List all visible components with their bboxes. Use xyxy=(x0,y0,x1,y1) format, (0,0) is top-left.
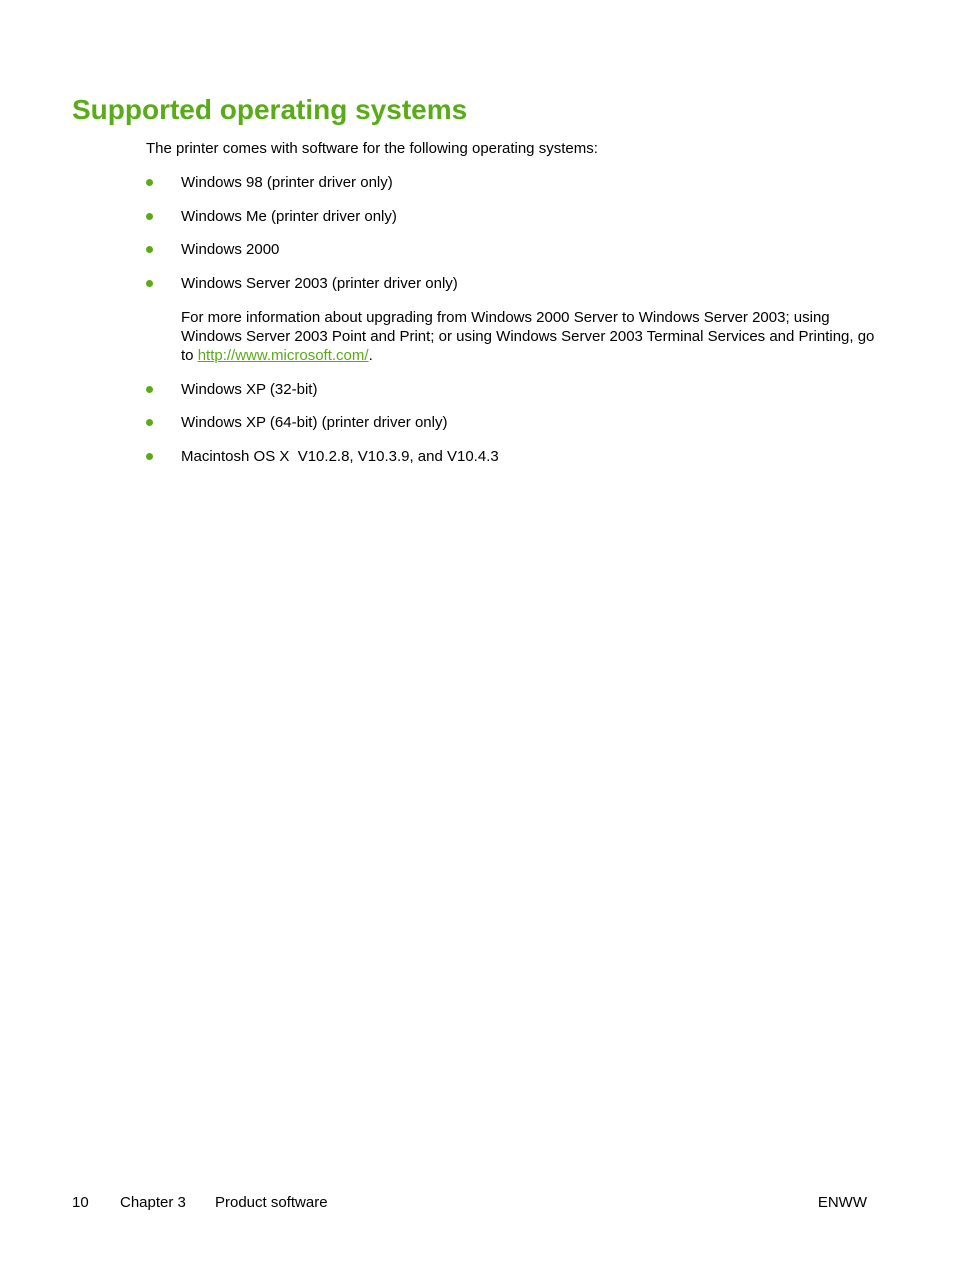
bullet-icon xyxy=(146,419,153,426)
microsoft-link[interactable]: http://www.microsoft.com/ xyxy=(197,347,369,365)
list-item-label: Windows 2000 xyxy=(181,241,280,258)
footer-chapter: Chapter 3 xyxy=(120,1194,186,1211)
list-item-label: Macintosh OS X V10.2.8, V10.3.9, and V10.4.3 xyxy=(181,448,499,465)
note-text: For more information about upgrading from Windows 2000 Server to Windows Server 2003; using Windows Server 2003 Point and Print; or using Windows Server 2003 Terminal Services and Printing, go to xyxy=(181,309,875,365)
server-2003-note xyxy=(181,308,881,366)
list-item-label: Windows XP (64-bit) (printer driver only) xyxy=(181,414,448,431)
list-item-label: Windows Server 2003 (printer driver only) xyxy=(181,275,458,292)
bullet-icon xyxy=(146,386,153,393)
bullet-icon xyxy=(146,453,153,460)
footer-edition: ENWW xyxy=(817,1194,867,1211)
bullet-icon xyxy=(146,246,153,253)
list-item-label: Windows Me (printer driver only) xyxy=(181,208,397,225)
footer-page-number: 10 xyxy=(72,1194,89,1211)
bullet-icon xyxy=(146,213,153,220)
footer-section: Product software xyxy=(215,1194,328,1211)
note-text-end: . xyxy=(368,347,373,365)
bullet-icon xyxy=(146,280,153,287)
bullet-icon xyxy=(146,179,153,186)
list-item-label: Windows XP (32-bit) xyxy=(181,381,318,398)
intro-paragraph: The printer comes with software for the following operating systems: xyxy=(146,140,598,157)
list-item-label: Windows 98 (printer driver only) xyxy=(181,174,393,191)
page-title: Supported operating systems xyxy=(72,94,468,125)
